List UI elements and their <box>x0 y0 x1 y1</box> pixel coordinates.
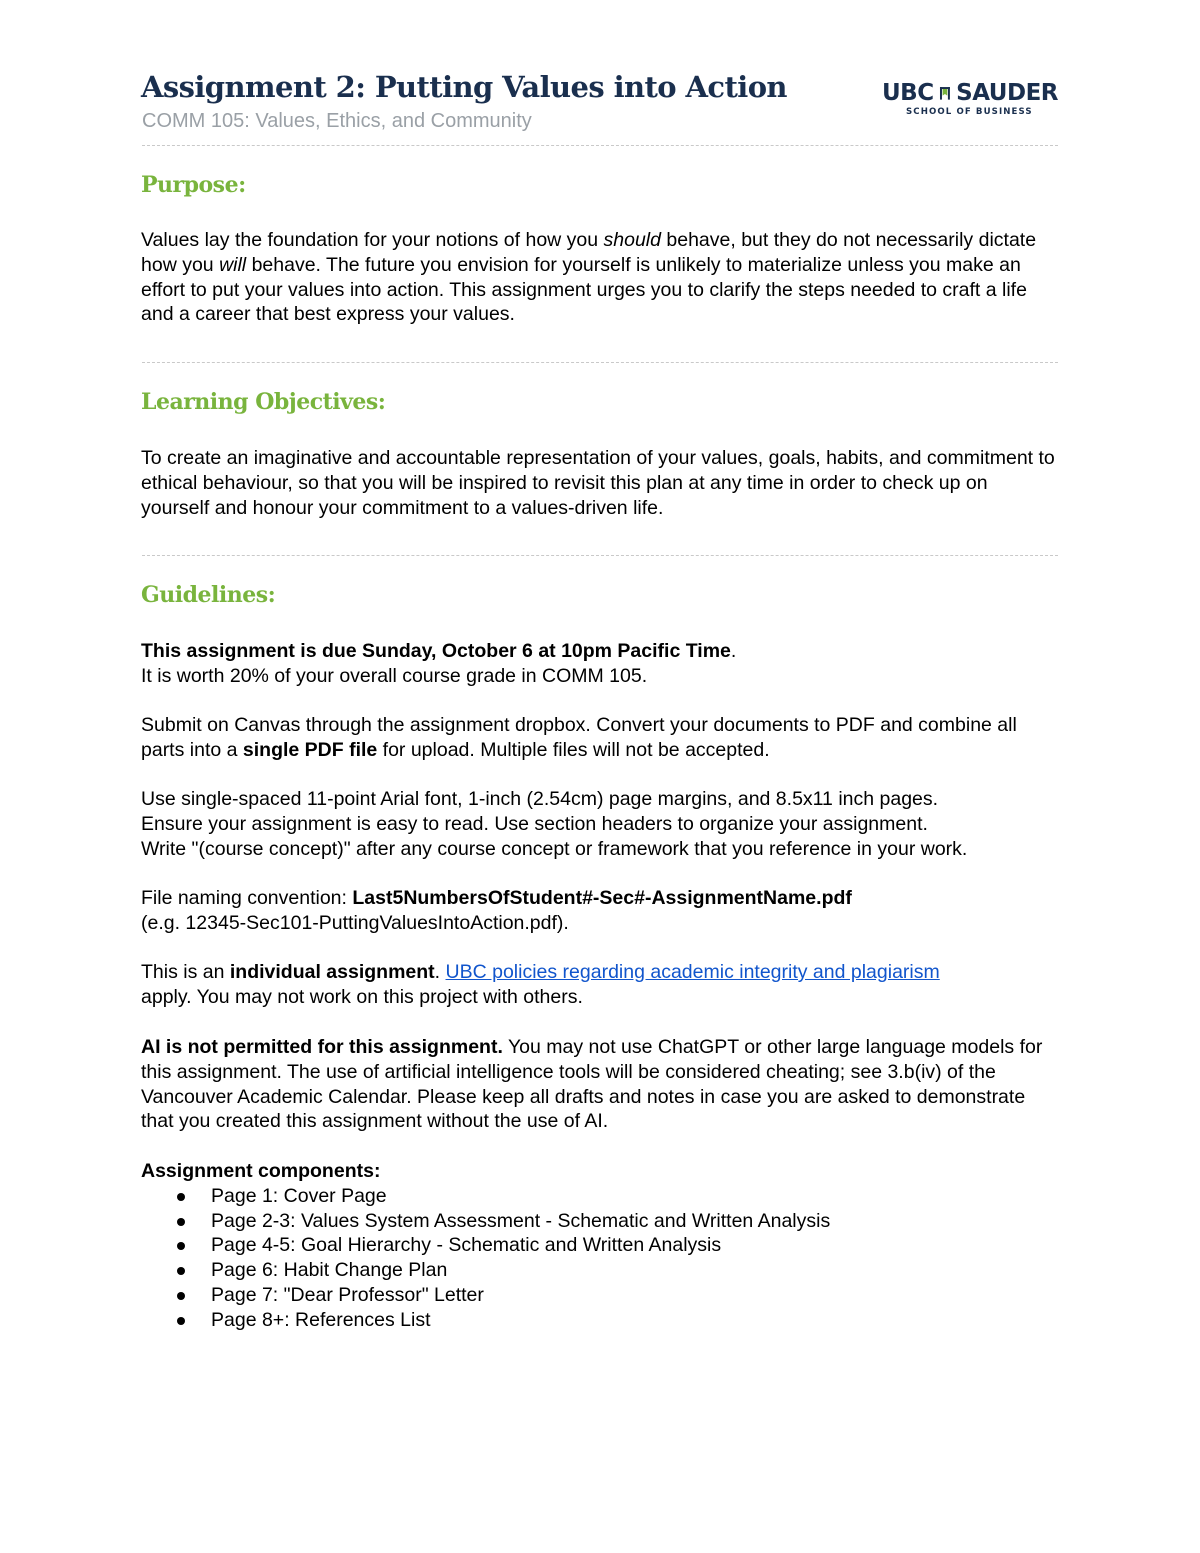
ubc-sauder-logo <box>882 80 1058 120</box>
guidelines-format <box>141 787 1061 861</box>
list-item: Page 6: Habit Change Plan <box>141 1258 1061 1283</box>
purpose-text: behave. The future you envision for yourself is unlikely to materialize unless you make an effort to put your values into action. This assignment urges you to clarify the steps needed to craft a life and a career that best express your values. <box>141 253 1027 326</box>
list-item: Page 7: "Dear Professor" Letter <box>141 1283 1061 1308</box>
logo-word-left: UBC <box>882 80 934 106</box>
individual-text: This is an <box>141 961 230 983</box>
objectives-heading: Learning Objectives: <box>141 389 386 415</box>
guidelines-heading: Guidelines: <box>141 582 276 608</box>
academic-integrity-link[interactable]: UBC policies regarding academic integrity and plagiarism <box>445 961 940 983</box>
list-item: Page 2-3: Values System Assessment - Schematic and Written Analysis <box>141 1209 1061 1234</box>
format-line: Write "(course concept)" after any course concept or framework that you reference in your work. <box>141 837 968 860</box>
guidelines-components <box>141 1159 1061 1333</box>
document-subtitle: COMM 105: Values, Ethics, and Community <box>142 110 532 132</box>
components-list <box>141 1184 1061 1333</box>
guidelines-individual <box>141 960 1061 1010</box>
purpose-emphasis-will: will <box>219 253 247 276</box>
guidelines-naming <box>141 886 1061 936</box>
due-date-text: This assignment is due Sunday, October 6 at 10pm Pacific Time <box>141 640 731 662</box>
individual-text: . <box>434 961 446 983</box>
purpose-paragraph <box>141 228 1061 327</box>
individual-bold: individual assignment <box>229 961 435 983</box>
logo-subtitle: SCHOOL OF BUSINESS <box>906 107 1033 117</box>
divider <box>142 555 1058 556</box>
purpose-text: Values lay the foundation for your notions of how you <box>141 229 604 251</box>
list-item: Page 8+: References List <box>141 1308 1061 1333</box>
individual-text: apply. You may not work on this project with others. <box>141 985 583 1008</box>
format-line: Use single-spaced 11-point Arial font, 1-inch (2.54cm) page margins, and 8.5x11 inch pages. <box>141 788 939 810</box>
ai-policy-text: You may not use ChatGPT or other large language models for this assignment. The use of artificial intelligence tools will be considered cheating; see 3.b(iv) of the Vancouver Academic Calendar. Please keep all drafts and notes in case you are asked to demonstrate that you created this assignment without the use of AI. <box>141 1036 1043 1133</box>
ai-policy-bold: AI is not permitted for this assignment. <box>141 1036 503 1058</box>
guidelines-due <box>141 639 1061 689</box>
naming-example: (e.g. 12345-Sec101-PuttingValuesIntoAction.pdf). <box>141 911 569 934</box>
divider <box>142 145 1058 146</box>
document-title: Assignment 2: Putting Values into Action <box>141 70 787 104</box>
submit-bold: single PDF file <box>242 738 378 761</box>
guidelines-submit <box>141 713 1061 763</box>
list-item: Page 4-5: Goal Hierarchy - Schematic and Written Analysis <box>141 1233 1061 1258</box>
due-date-period: . <box>730 640 737 662</box>
guidelines-ai <box>141 1035 1061 1134</box>
purpose-emphasis-should: should <box>603 229 661 251</box>
grade-weight-text: It is worth 20% of your overall course grade in COMM 105. <box>141 664 648 687</box>
format-line: Ensure your assignment is easy to read. Use section headers to organize your assignment. <box>141 812 928 835</box>
logo-word-right: SAUDER <box>956 80 1058 106</box>
submit-text: for upload. Multiple files will not be accepted. <box>377 738 770 761</box>
list-item: Page 1: Cover Page <box>141 1184 1061 1209</box>
purpose-heading: Purpose: <box>141 172 246 198</box>
objectives-text: To create an imaginative and accountable representation of your values, goals, habits, and commitment to ethical behaviour, so that you will be inspired to revisit this plan at any time in order to check up on yourself and honour your commitment to a values-driven life. <box>141 447 1055 519</box>
objectives-paragraph <box>141 446 1061 520</box>
divider <box>142 362 1058 363</box>
submit-text: Submit on Canvas through the assignment dropbox. Convert your documents to PDF and combine all parts into a <box>141 714 1017 761</box>
purpose-text: behave, but they do not necessarily dictate how you <box>141 229 1037 276</box>
naming-pattern: Last5NumbersOfStudent#-Sec#-AssignmentName.pdf <box>352 887 852 909</box>
logo-mark-icon <box>938 81 953 105</box>
components-heading: Assignment components: <box>141 1160 381 1182</box>
naming-label: File naming convention: <box>141 887 353 909</box>
